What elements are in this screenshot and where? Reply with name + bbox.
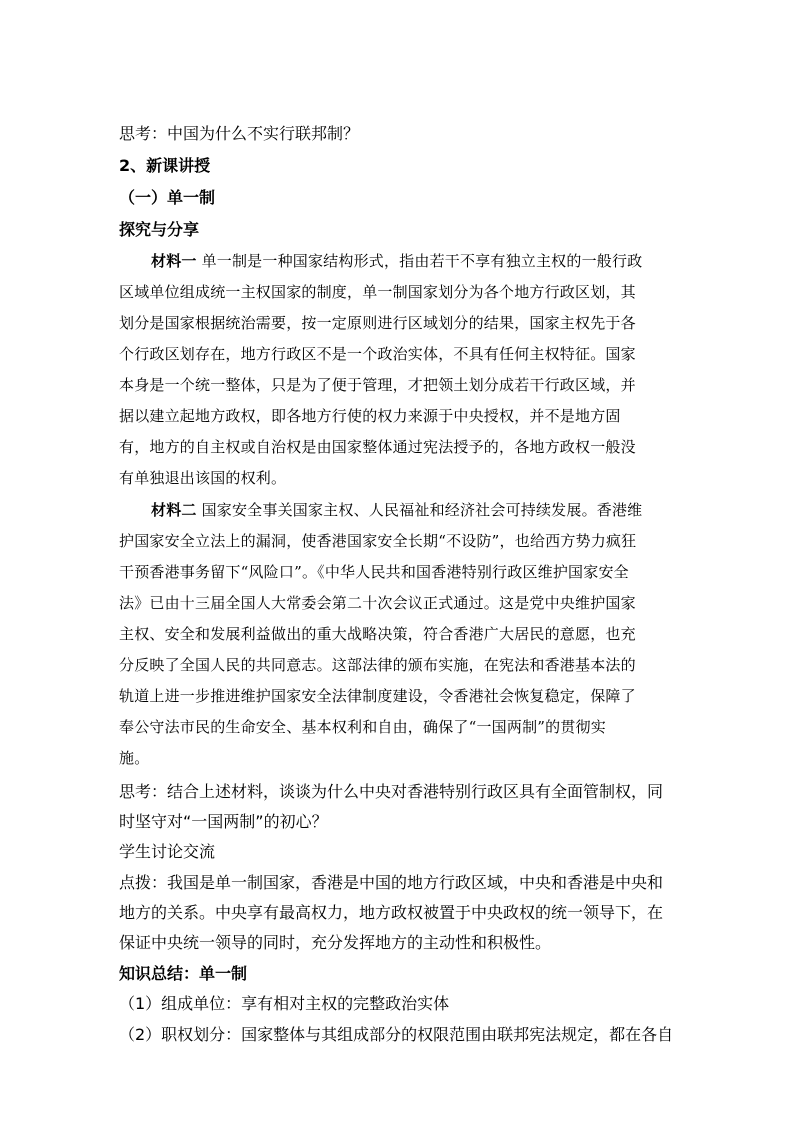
material-1-line-6: 有，地方的自主权或自治权是由国家整体通过宪法授予的，各地方政权一般没 — [119, 438, 636, 456]
hint-line-1: 地方的关系。中央享有最高权力，地方政权被置于中央政权的统一领导下，在 — [119, 903, 664, 922]
material-1-text-0: 单一制是一种国家结构形式，指由若干不享有独立主权的一般行政 — [196, 252, 643, 270]
material-1-line-5: 据以建立起地方政权，即各地方行使的权力来源于中央授权，并不是地方固 — [119, 407, 621, 425]
material-1-line-3: 个行政区划存在，地方行政区不是一个政治实体，不具有任何主权特征。国家 — [119, 345, 636, 363]
material-2-line-5: 分反映了全国人民的共同意志。这部法律的颁布实施，在宪法和香港基本法的 — [119, 656, 636, 674]
material-1-line-2: 划分是国家根据统治需要，按一定原则进行区域划分的结果，国家主权先于各 — [119, 314, 636, 332]
material-2-label: 材料二 — [151, 501, 197, 519]
knowledge-summary-heading: 知识总结：单一制 — [119, 964, 248, 983]
material-2-line-6: 轨道上进一步推进维护国家安全法律制度建设，令香港社会恢复稳定，保障了 — [119, 687, 636, 705]
material-2-line-3: 法》已由十三届全国人大常委会第二十次会议正式通过。这是党中央维护国家 — [119, 594, 636, 612]
material-2-line-0 — [151, 500, 711, 520]
material-1-label: 材料一 — [151, 252, 197, 270]
material-1-line-4: 本身是一个统一整体，只是为了便于管理，才把领土划分成若干行政区域，并 — [119, 376, 636, 394]
hint-line-2: 保证中央统一领导的同时，充分发挥地方的主动性和积极性。 — [119, 933, 552, 952]
think-question-2-line-0: 思考：结合上述材料，谈谈为什么中央对香港特别行政区具有全面管制权，同 — [119, 782, 664, 801]
student-discussion: 学生讨论交流 — [119, 842, 216, 861]
explore-share-heading: 探究与分享 — [119, 220, 200, 239]
material-1-line-0 — [151, 251, 711, 271]
material-2-line-7: 奉公守法市民的生命安全、基本权利和自由，确保了“一国两制”的贯彻实 — [119, 718, 606, 736]
think-question-2-line-1: 时坚守对“一国两制”的初心？ — [119, 812, 328, 831]
material-1-line-7: 有单独退出该国的权利。 — [119, 469, 287, 487]
material-2-line-1: 护国家安全立法上的漏洞，使香港国家安全长期“不设防”，也给西方势力疯狂 — [119, 532, 637, 550]
material-2-line-4: 主权、安全和发展利益做出的重大战略决策，符合香港广大居民的意愿，也充 — [119, 625, 636, 643]
material-2-line-2: 干预香港事务留下“风险口”。《中华人民共和国香港特别行政区维护国家安全 — [119, 563, 629, 581]
material-1-line-1: 区域单位组成统一主权国家的制度，单一制国家划分为各个地方行政区划，其 — [119, 283, 636, 301]
material-2-line-8: 施。 — [119, 749, 150, 767]
summary-item-1: （1）组成单位：享有相对主权的完整政治实体 — [119, 994, 450, 1013]
section-new-lesson: 2、新课讲授 — [119, 156, 211, 175]
material-2-text-0: 国家安全事关国家主权、人民福祉和经济社会可持续发展。香港维 — [196, 501, 643, 519]
summary-item-2: （2）职权划分：国家整体与其组成部分的权限范围由联邦宪法规定，都在各自 — [119, 1025, 674, 1044]
think-question-1: 思考：中国为什么不实行联邦制？ — [119, 124, 360, 143]
subsection-unitary: （一）单一制 — [119, 188, 216, 207]
hint-line-0: 点拨：我国是单一制国家，香港是中国的地方行政区域，中央和香港是中央和 — [119, 873, 664, 892]
